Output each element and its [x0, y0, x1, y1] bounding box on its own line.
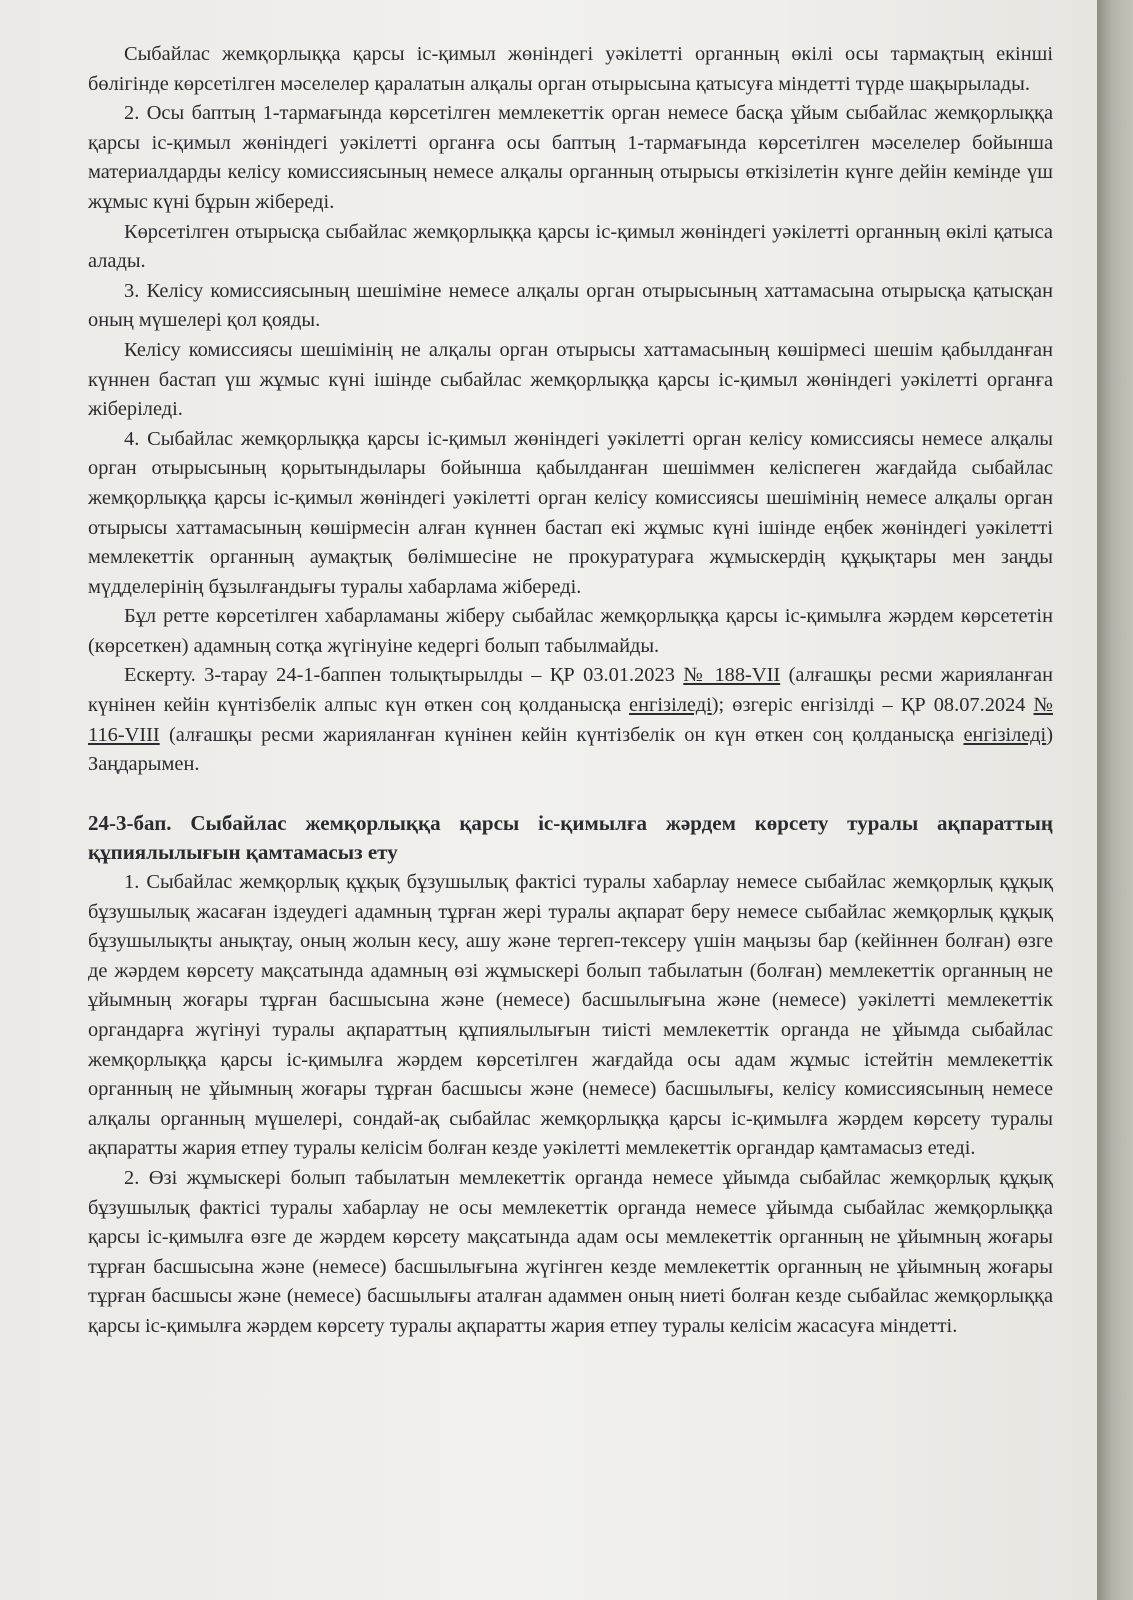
law-link[interactable]: № 188-VII: [683, 664, 781, 687]
paragraph: Келісу комиссиясы шешімінің не алқалы орган отырысы хаттамасының көшірмесі шешім қабылданған күннен бастап үш жұмыс күні ішінде сыбайлас жемқорлыққа қарсы іс-қимыл жөніндегі уәкілетті органға жіберіледі.: [88, 338, 1053, 421]
document-body: [88, 40, 1053, 1342]
paragraph: 2. Өзі жұмыскері болып табылатын мемлекеттік органда немесе ұйымда сыбайлас жемқорлық құқық бұзушылық фактісі туралы хабарлау не осы мемлекеттік органда немесе ұйымда сыбайлас жемқорлыққа қарсы іс-қимылға өзге де жәрдем көрсету мақсатында адам осы мемлекеттік органның не ұйымның жоғары тұрған басшысына және (немесе) басшылығына жүгінген кезде мемлекеттік органның не ұйымның жоғары тұрған басшысы және (немесе) басшылығы аталған адаммен оның ниеті болған кезде сыбайлас жемқорлыққа қарсы іс-қимылға жәрдем көрсету туралы ақпаратты жария етпеу туралы келісім жасасуға міндетті.: [88, 1166, 1053, 1337]
law-link[interactable]: енгізіледі: [963, 723, 1047, 746]
paragraph: 4. Сыбайлас жемқорлыққа қарсы іс-қимыл жөніндегі уәкілетті орган келісу комиссиясы немесе алқалы орган отырысының қорытындылары бойынша қабылданған шешіммен келіспеген жағдайда сыбайлас жемқорлыққа қарсы іс-қимыл жөніндегі уәкілетті орган келісу комиссиясы шешімінің немесе алқалы орган отырысы хаттамасының көшірмесін алған күннен бастап екі жұмыс күні ішінде еңбек жөніндегі уәкілетті мемлекеттік органның аумақтық бөлімшесіне не прокуратураға жұмыскердің құқықтары мен заңды мүдделерінің бұзылғандығы туралы хабарлама жібереді.: [88, 427, 1053, 598]
paragraph: 2. Осы баптың 1-тармағында көрсетілген мемлекеттік орган немесе басқа ұйым сыбайлас жемқорлыққа қарсы іс-қимыл жөніндегі уәкілетті органға осы баптың 1-тармағында көрсетілген мәселелер бойынша материалдарды келісу комиссиясының немесе алқалы органның отырысы өткізілетін күнге дейін кемінде үш жұмыс күні бұрын жібереді.: [88, 102, 1053, 213]
note-text: ); өзгеріс енгізілді – ҚР 08.07.2024: [711, 694, 1034, 717]
paragraph: 3. Келісу комиссиясының шешіміне немесе алқалы орган отырысының хаттамасына отырысқа қатысқан оның мүшелері қол қояды.: [88, 279, 1053, 332]
note-text: Ескерту. 3-тарау 24-1-баппен толықтырылды – ҚР 03.01.2023: [124, 664, 684, 687]
note-text: (алғашқы ресми жарияланған күнінен кейін күнтізбелік алпыс күн өткен соң қолданысқа: [88, 664, 1054, 717]
note-text: (алғашқы ресми жарияланған күнінен кейін күнтізбелік он күн өткен соң қолданысқа: [159, 723, 964, 746]
paragraph: Сыбайлас жемқорлыққа қарсы іс-қимыл жөніндегі уәкілетті органның өкілі осы тармақтың екінші бөлігінде көрсетілген мәселелер қаралатын алқалы орган отырысына қатысуға міндетті түрде шақырылады.: [88, 43, 1053, 95]
paragraph: 1. Сыбайлас жемқорлық құқық бұзушылық фактісі туралы хабарлау немесе сыбайлас жемқорлық құқық бұзушылық жасаған іздеудегі адамның тұрған жері туралы ақпарат беру немесе сыбайлас жемқорлық құқық бұзушылықты анықтау, оның жолын кесу, ашу және тергеп-тексеру үшін маңызы бар (кейіннен болған) өзге де жәрдем көрсету мақсатында адамның өзі жұмыскері болып табылатын (болған) мемлекеттік органның не ұйымның жоғары тұрған басшысына және (немесе) басшылығына және (немесе) уәкілетті мемлекеттік органдарға жүгінуі туралы ақпараттың құпиялылығын тиісті мемлекеттік органда не ұйымда сыбайлас жемқорлыққа қарсы іс-қимылға жәрдем көрсетілген жағдайда осы адам жұмыс істейтін мемлекеттік органның не ұйымның жоғары тұрған басшысы және (немесе) басшылығы, келісу комиссиясының немесе алқалы органның мүшелері, сондай-ақ сыбайлас жемқорлыққа қарсы іс-қимылға жәрдем көрсету туралы ақпаратты жария етпеу туралы келісім болған кезде уәкілетті мемлекеттік органдар қамтамасыз етеді.: [88, 871, 1053, 1160]
spacer: [88, 780, 1053, 809]
page-edge-shadow: [1097, 0, 1133, 1600]
paragraph: Бұл ретте көрсетілген хабарламаны жіберу сыбайлас жемқорлыққа қарсы іс-қимылға жәрдем көрсететін (көрсеткен) адамның сотқа жүгінуіне кедергі болып табылмайды.: [88, 605, 1053, 657]
note-text: ) Заңдарымен.: [88, 723, 1053, 776]
law-link[interactable]: № 116-VIII: [88, 694, 1053, 746]
law-link[interactable]: енгізіледі: [629, 694, 712, 717]
article-heading: 24-3-бап. Сыбайлас жемқорлыққа қарсы іс-қимылға жәрдем көрсету туралы ақпараттың құпиялылығын қамтамасыз ету: [88, 810, 1053, 865]
paragraph: Көрсетілген отырысқа сыбайлас жемқорлыққа қарсы іс-қимыл жөніндегі уәкілетті органның өкілі қатыса алады.: [88, 220, 1053, 273]
amendment-note: [88, 661, 1053, 779]
